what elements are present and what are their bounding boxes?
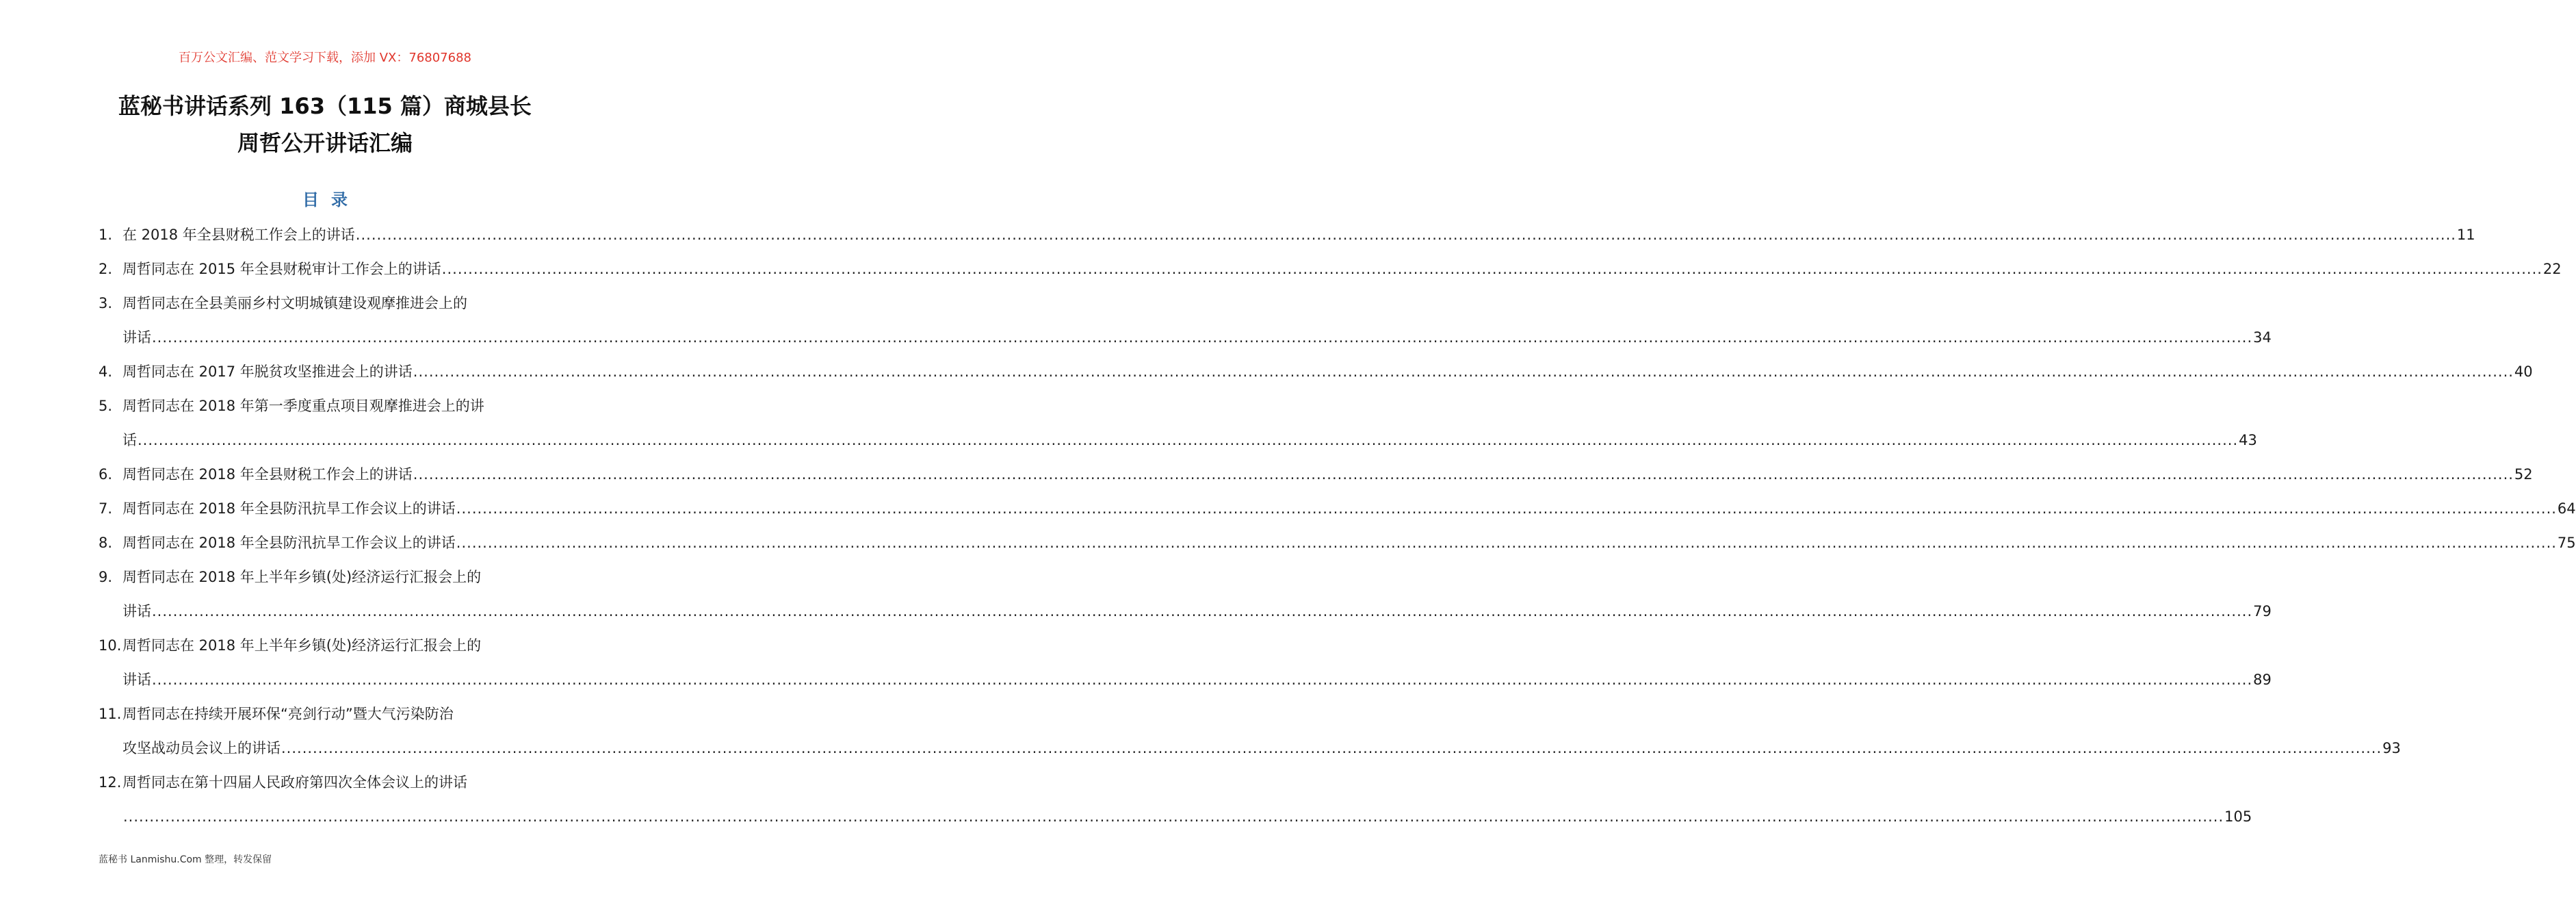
toc-entry-title: 周哲同志在 2018 年全县防汛抗旱工作会议上的讲话 — [122, 500, 456, 517]
toc-entry-number: 9. — [99, 569, 113, 585]
dot-leader: ................................................................................................................................................................................................................................................................................................................................................................................................................ — [413, 363, 2514, 380]
toc-entry-number: 8. — [99, 535, 113, 551]
toc-entry-title: 周哲同志在 2018 年第一季度重点项目观摩推进会上的讲 — [122, 398, 484, 414]
dot-leader: ................................................................................................................................................................................................................................................................................................................................................................................................................ — [152, 329, 2253, 346]
toc-entry-page: 89 — [2253, 672, 2272, 688]
toc-entry[interactable] — [99, 355, 2533, 389]
toc-entry-title: 周哲同志在全县美丽乡村文明城镇建设观摩推进会上的 — [122, 295, 467, 311]
toc-entry-title: 在 2018 年全县财税工作会上的讲话 — [122, 227, 355, 243]
dot-leader: ................................................................................................................................................................................................................................................................................................................................................................................................................ — [152, 603, 2253, 619]
title-line-2: 周哲公开讲话汇编 — [237, 130, 413, 156]
toc-entry-page: 34 — [2253, 329, 2272, 346]
dot-leader: ................................................................................................................................................................................................................................................................................................................................................................................................................ — [355, 227, 2456, 243]
toc-entry[interactable] — [99, 560, 2272, 628]
toc-entry-number: 11. — [99, 706, 122, 722]
toc-entry-title: 周哲同志在 2018 年上半年乡镇(处)经济运行汇报会上的 — [122, 637, 482, 654]
toc-entry-page: 75 — [2557, 535, 2576, 551]
toc-entry-number: 6. — [99, 466, 113, 483]
toc-entry[interactable] — [99, 628, 2272, 697]
toc-entry-number: 3. — [99, 295, 113, 311]
dot-leader: ................................................................................................................................................................................................................................................................................................................................................................................................................ — [152, 672, 2253, 688]
toc-entry[interactable] — [99, 252, 2562, 286]
toc-entry-title: 讲话 — [122, 329, 151, 346]
dot-leader: ................................................................................................................................................................................................................................................................................................................................................................................................................ — [413, 466, 2514, 483]
toc-entry[interactable] — [99, 491, 2576, 526]
toc-entry-page: 105 — [2224, 808, 2252, 825]
toc-entry-page: 22 — [2542, 261, 2562, 277]
toc-entry-number: 12. — [99, 774, 122, 791]
toc-entry-page: 79 — [2253, 603, 2272, 619]
toc-entry-title: 讲话 — [122, 672, 151, 688]
dot-leader: ................................................................................................................................................................................................................................................................................................................................................................................................................ — [123, 808, 2224, 825]
table-of-contents — [99, 218, 2576, 834]
document-title — [68, 88, 582, 162]
dot-leader: ................................................................................................................................................................................................................................................................................................................................................................................................................ — [281, 740, 2382, 756]
dot-leader: ................................................................................................................................................................................................................................................................................................................................................................................................................ — [456, 535, 2557, 551]
toc-entry[interactable] — [99, 218, 2475, 252]
toc-entry-title: 周哲同志在 2015 年全县财税审计工作会上的讲话 — [122, 261, 441, 277]
toc-entry-title: 讲话 — [122, 603, 151, 619]
dot-leader: ................................................................................................................................................................................................................................................................................................................................................................................................................ — [441, 261, 2542, 277]
dot-leader: ................................................................................................................................................................................................................................................................................................................................................................................................................ — [456, 500, 2557, 517]
dot-leader: ................................................................................................................................................................................................................................................................................................................................................................................................................ — [138, 432, 2239, 448]
toc-entry-page: 52 — [2514, 466, 2533, 483]
toc-entry-number: 10. — [99, 637, 122, 654]
toc-entry-page: 40 — [2514, 363, 2533, 380]
toc-entry[interactable] — [99, 697, 2401, 765]
toc-entry-title: 周哲同志在 2018 年上半年乡镇(处)经济运行汇报会上的 — [122, 569, 482, 585]
toc-entry-number: 7. — [99, 500, 113, 517]
toc-entry-page: 11 — [2456, 227, 2475, 243]
toc-entry-number: 5. — [99, 398, 113, 414]
promo-banner: 百万公文汇编、范文学习下载，添加 VX：76807688 — [179, 51, 471, 65]
toc-entry[interactable] — [99, 389, 2257, 457]
toc-entry[interactable] — [99, 765, 2252, 834]
toc-entry-number: 2. — [99, 261, 113, 277]
toc-entry-page: 64 — [2557, 500, 2576, 517]
toc-entry[interactable] — [99, 526, 2576, 560]
toc-heading: 目录 — [302, 190, 360, 209]
toc-entry-title: 攻坚战动员会议上的讲话 — [122, 740, 281, 756]
toc-entry-title: 周哲同志在 2017 年脱贫攻坚推进会上的讲话 — [122, 363, 413, 380]
toc-entry-title: 周哲同志在 2018 年全县财税工作会上的讲话 — [122, 466, 413, 483]
toc-entry-number: 4. — [99, 363, 113, 380]
toc-entry[interactable] — [99, 286, 2272, 355]
title-line-1: 蓝秘书讲话系列 163（115 篇）商城县长 — [118, 93, 532, 119]
footer-note: 蓝秘书 Lanmishu.Com 整理，转发保留 — [99, 854, 272, 865]
toc-entry-title: 话 — [122, 432, 137, 448]
toc-entry-number: 1. — [99, 227, 113, 243]
toc-entry-title: 周哲同志在第十四届人民政府第四次全体会议上的讲话 — [122, 774, 467, 791]
toc-entry-page: 43 — [2239, 432, 2257, 448]
toc-entry[interactable] — [99, 457, 2533, 491]
toc-entry-page: 93 — [2382, 740, 2401, 756]
toc-entry-title: 周哲同志在 2018 年全县防汛抗旱工作会议上的讲话 — [122, 535, 456, 551]
toc-entry-title: 周哲同志在持续开展环保“亮剑行动”暨大气污染防治 — [122, 706, 454, 722]
